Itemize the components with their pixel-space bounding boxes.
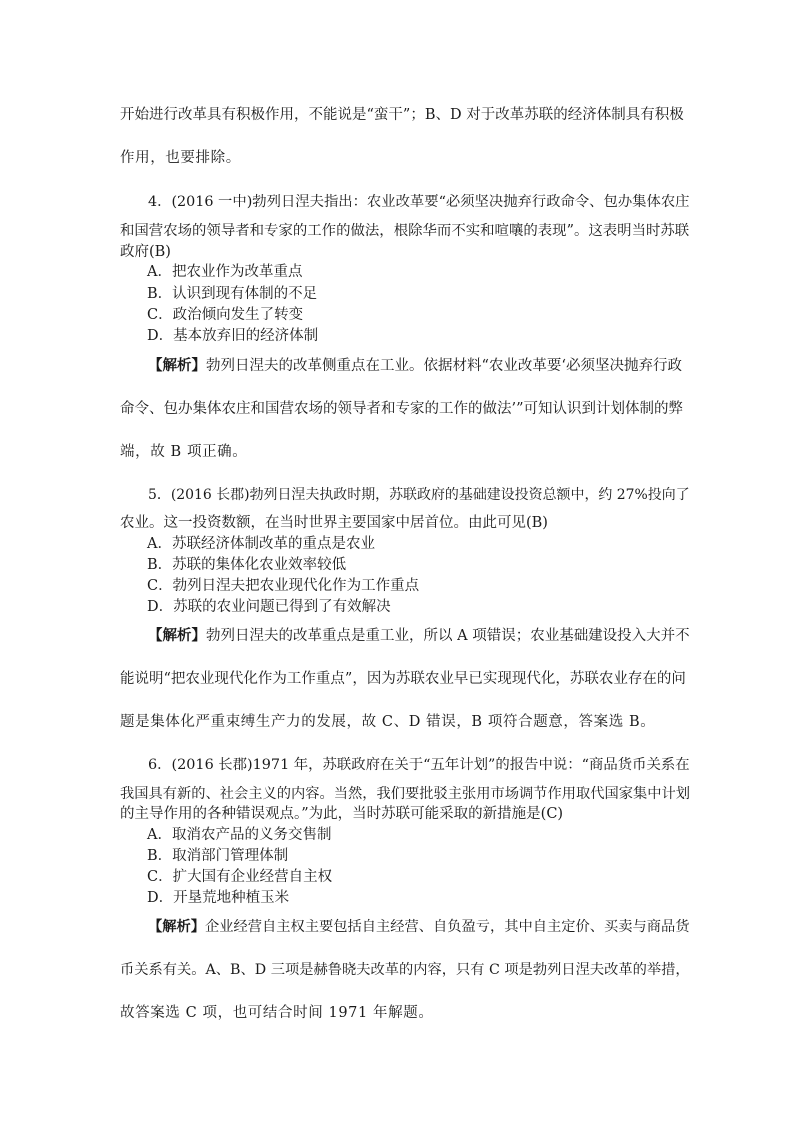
question-4-analysis-line — [148, 356, 682, 376]
question-4-option-c: C．政治倾向发生了转变 — [147, 307, 304, 323]
question-6-option-b: B．取消部门管理体制 — [147, 848, 289, 864]
question-5-analysis-line: 题是集体化严重束缚生产力的发展，故 C、D 错误，B 项符合题意，答案选 B。 — [120, 714, 656, 730]
question-6-option-c: C．扩大国有企业经营自主权 — [147, 869, 333, 885]
question-6-analysis-line: 故答案选 C 项，也可结合时间 1971 年解题。 — [120, 1005, 434, 1021]
analysis-tag: 【解析】 — [148, 627, 206, 644]
question-6-option-d: D．开垦荒地种植玉米 — [147, 890, 290, 906]
question-4-stem-line: 和国营农场的领导者和专家的工作的做法，根除华而不实和喧嚷的表现”。这表明当时苏联 — [120, 223, 690, 239]
question-6-analysis-line — [148, 917, 690, 937]
question-5-analysis-line — [148, 626, 690, 646]
intro-explanation-line: 作用，也要排除。 — [120, 150, 241, 166]
analysis-tag: 【解析】 — [148, 919, 206, 935]
question-4-option-b: B．认识到现有体制的不足 — [147, 286, 318, 302]
question-5-option-d: D．苏联的农业问题已得到了有效解决 — [147, 599, 391, 615]
intro-explanation-line: 开始进行改革具有积极作用，不能说是“蛮干”；B、D 对于改革苏联的经济体制具有积极 — [120, 107, 684, 123]
question-4-option-d: D．基本放弃旧的经济体制 — [147, 328, 319, 344]
question-6-stem-line: 的主导作用的各种错误观点。”为此，当时苏联可能采取的新措施是(C) — [120, 806, 564, 822]
question-4-stem-line: 4．(2016 一中)勃列日涅夫指出：农业改革要“必须坚决抛弃行政命令、包办集体农庄 — [148, 194, 690, 210]
question-4-analysis-line: 端，故 B 项正确。 — [120, 444, 248, 460]
question-6-option-a: A．取消农产品的义务交售制 — [147, 827, 332, 843]
analysis-text: 勃列日涅夫的改革重点是重工业，所以 A 项错误；农业基础建设投入大并不 — [206, 628, 690, 644]
question-5-stem-line: 5．(2016 长郡)勃列日涅夫执政时期，苏联政府的基础建设投资总额中，约 27%投向了 — [148, 487, 690, 503]
question-5-option-c: C．勃列日涅夫把农业现代化作为工作重点 — [147, 578, 420, 594]
analysis-text: 勃列日涅夫的改革侧重点在工业。依据材料“农业改革要‘必须坚决抛弃行政 — [206, 358, 683, 374]
question-4-stem-line: 政府(B) — [120, 244, 171, 260]
question-6-stem-line: 6．(2016 长郡)1971 年，苏联政府在关于“五年计划”的报告中说：“商品货币关系在 — [148, 757, 690, 773]
analysis-text: 企业经营自主权主要包括自主经营、自负盈亏，其中自主定价、买卖与商品货 — [205, 919, 690, 935]
question-4-analysis-line: 命令、包办集体农庄和国营农场的领导者和专家的工作的做法’”可知认识到计划体制的弊 — [120, 401, 684, 417]
question-6-stem-line: 我国具有新的、社会主义的内容。当然，我们要批驳主张用市场调节作用取代国家集中计划 — [120, 786, 691, 802]
analysis-tag: 【解析】 — [148, 357, 206, 374]
question-5-option-b: B．苏联的集体化农业效率较低 — [147, 557, 347, 573]
question-4-option-a: A．把农业作为改革重点 — [147, 264, 303, 280]
question-5-analysis-line: 能说明“把农业现代化作为工作重点”，因为苏联农业早已实现现代化，苏联农业存在的问 — [120, 671, 686, 687]
question-6-analysis-line: 币关系有关。A、B、D 三项是赫鲁晓夫改革的内容，只有 C 项是勃列日涅夫改革的举措， — [120, 962, 690, 978]
question-5-stem-line: 农业。这一投资数额，在当时世界主要国家中居首位。由此可见(B) — [120, 515, 548, 531]
question-5-option-a: A．苏联经济体制改革的重点是农业 — [147, 536, 375, 552]
